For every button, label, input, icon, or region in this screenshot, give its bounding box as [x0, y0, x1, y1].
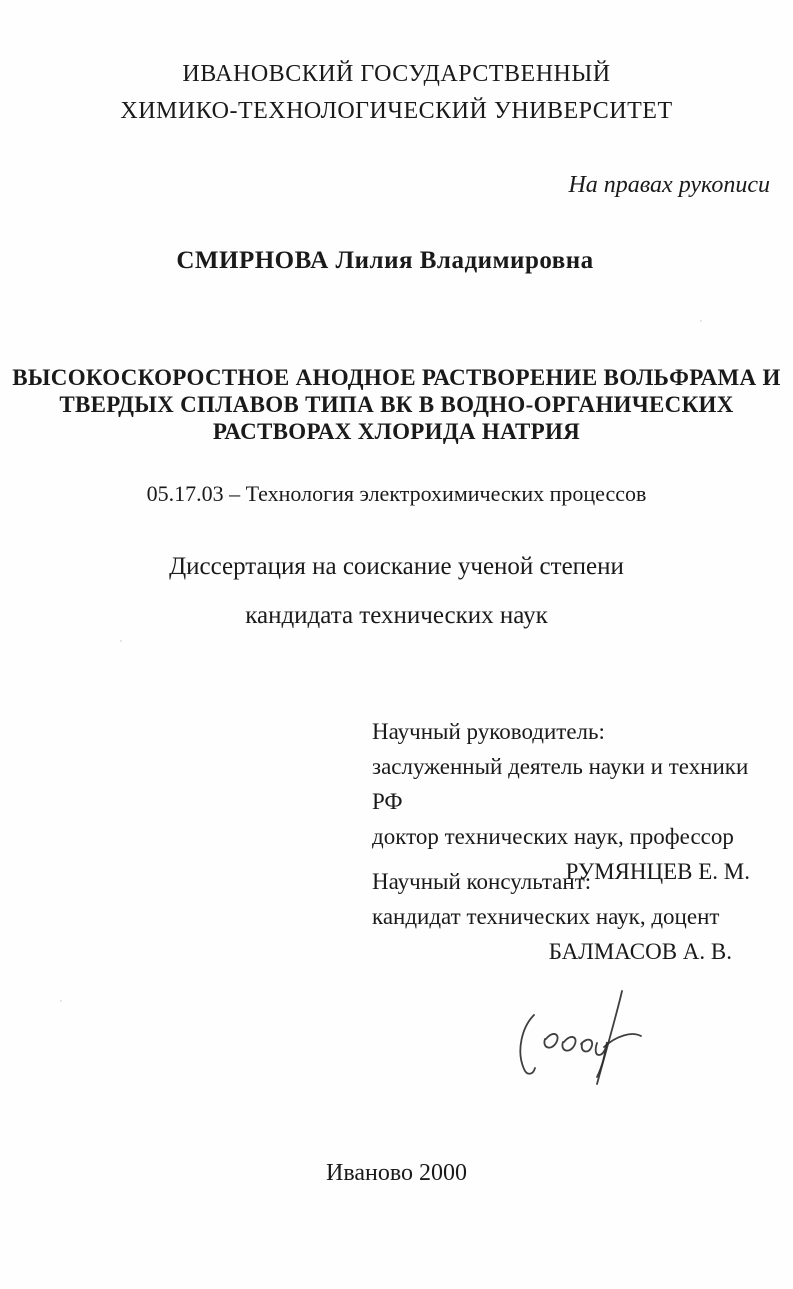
- author-name: СМИРНОВА Лилия Владимировна: [176, 247, 594, 274]
- degree-statement-line2: кандидата технических наук: [245, 602, 548, 629]
- city-year-line: Иваново 2000: [325, 1160, 467, 1186]
- university-name-line2: ХИМИКО-ТЕХНОЛОГИЧЕСКИЙ УНИВЕРСИТЕТ: [120, 98, 673, 124]
- dissertation-title-line: РАСТВОРАХ ХЛОРИДА НАТРИЯ: [212, 419, 581, 444]
- university-name: [0, 56, 793, 130]
- degree-statement-line1: Диссертация на соискание ученой степени: [169, 553, 624, 580]
- consultant-heading: Научный консультант:: [372, 869, 592, 894]
- consultant-name: БАЛМАСОВ А. В.: [548, 939, 732, 964]
- supervisor-honors: заслуженный деятель науки и техники РФ: [372, 754, 749, 814]
- dissertation-title-line: ВЫСОКОСКОРОСТНОЕ АНОДНОЕ РАСТВОРЕНИЕ ВОЛЬФРАМА И: [12, 365, 781, 390]
- supervisor-block: [372, 714, 784, 889]
- supervisor-name: РУМЯНЦЕВ Е. М.: [565, 859, 750, 884]
- manuscript-rights-note: На правах рукописи: [568, 172, 770, 198]
- scan-speck: [60, 1000, 62, 1002]
- specialty-code-line: 05.17.03 – Технология электрохимических процессов: [146, 481, 647, 506]
- degree-statement: [0, 553, 793, 630]
- supervisor-heading: Научный руководитель:: [372, 719, 605, 744]
- scan-speck: [120, 640, 122, 642]
- consultant-degree: кандидат технических наук, доцент: [372, 904, 720, 929]
- supervisor-degree: доктор технических наук, профессор: [372, 824, 734, 849]
- signature-icon: [500, 985, 650, 1090]
- dissertation-title: [0, 364, 793, 445]
- scan-speck: [700, 320, 702, 322]
- consultant-block: [372, 864, 784, 969]
- dissertation-title-line: ТВЕРДЫХ СПЛАВОВ ТИПА ВК В ВОДНО-ОРГАНИЧЕСКИХ: [59, 392, 734, 417]
- university-name-line1: ИВАНОВСКИЙ ГОСУДАРСТВЕННЫЙ: [182, 61, 611, 87]
